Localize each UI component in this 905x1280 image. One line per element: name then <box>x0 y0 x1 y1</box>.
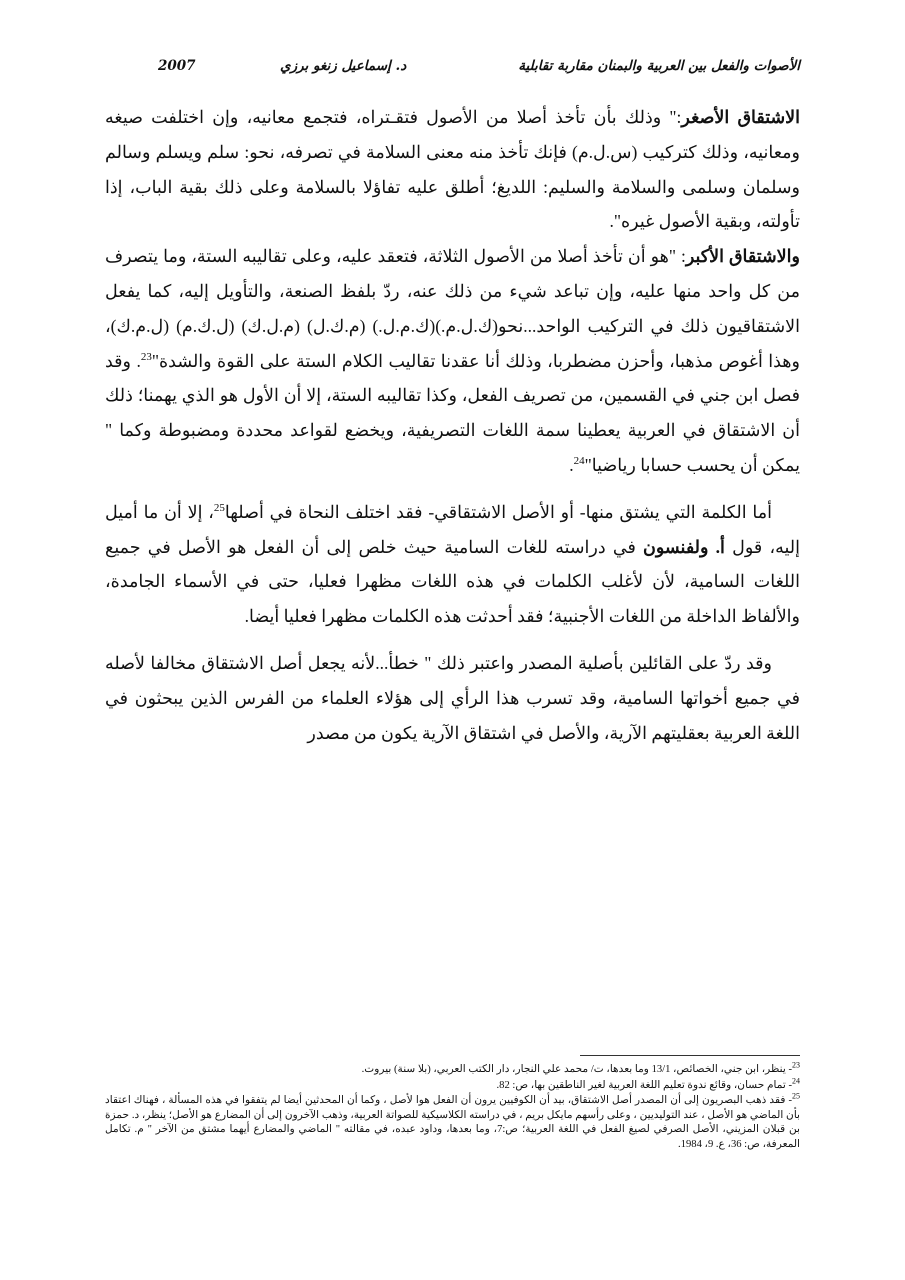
paragraph-text: . وقد فصل ابن جني في القسمين، من تصريف الفعل، وكذا تقاليبه الستة، إلا أن الأول هو الذي يهمنا؛ ذلك أن الاشتقاق في العربية يعطينا سمة اللغات التصريفية، ويخضع لقواعد محددة ومضبوطة وكما " يمكن أن يحسب حسابا رياضيا" <box>105 350 800 475</box>
paragraph-lesser-derivation <box>105 100 800 239</box>
author-name-wolfensohn: أ. ولفنسون <box>643 536 725 557</box>
footnote-number: 23 <box>792 1060 800 1070</box>
footnote-ref-24[interactable]: 24 <box>573 455 585 468</box>
footnote-text: - تمام حسان، وقائع ندوة تعليم اللغة العربية لغير الناطقين بها، ص: 82. <box>496 1079 792 1091</box>
footnote-25 <box>105 1091 800 1152</box>
header-author: د. إسماعيل زنغو برزي <box>280 58 407 74</box>
paragraph-text: وقد ردّ على القائلين بأصلية المصدر واعتبر ذلك " خطأ...لأنه يجعل أصل الاشتقاق مخالفا لأصله في جميع أخواتها السامية، وقد تسرب هذا الرأي إلى هؤلاء العلماء من الفرس الذين يبحثون في اللغة العربية بعقليتهم الآرية، والأصل في اشتقاق الآرية يكون من مصدر <box>105 652 800 743</box>
footnote-text: - ينظر، ابن جني، الخصائص، 13/1 وما بعدها، ت/ محمد علي النجار، دار الكتب العربي، (بلا سنة) بيروت. <box>361 1064 792 1075</box>
paragraph-text: : "هو أن تأخذ أصلا من الأصول الثلاثة، فتعقد عليه، وعلى تقاليبه الستة، وما يتصرف من كل واحد منها عليه، وإن تباعد شيء من ذلك عنه، ردّ بلفظ الصنعة، والتأويل إليه، كما يفعل الاشتقاقيون ذلك في التركيب الواحد...نحو(ك.ل.م.)(ك.م.ل.) (م.ك.ل) (م.ل.ك) (ل.ك.م) (ل.م.ك)، وهذا أغوص مذهبا، وأحزن مضطربا، وذلك أنا عقدنا تقاليب الكلام الستة على القوة والشدة" <box>105 246 800 371</box>
term-greater-derivation: والاشتقاق الأكبر <box>685 246 800 267</box>
paragraph-text: . <box>569 454 574 475</box>
footnote-number: 24 <box>792 1075 800 1085</box>
paragraph-text: ، إلا أن ما أميل إليه، قول <box>105 501 800 557</box>
header-title: الأصوات والفعل بين العربية والبمنان مقاربة تقابلية <box>518 58 800 74</box>
paragraph-text: :" وذلك بأن تأخذ أصلا من الأصول فتقـتراه، فتجمع معانيه، وإن اختلفت صيغه ومعانيه، وذلك كتركيب (س.ل.م) فإنك تأخذ منه معنى السلامة في تصرفه، نحو: سلم ويسلم وسالم وسلمان وسلمى والسلامة والسليم: اللديغ؛ أطلق عليه تفاؤلا بالسلامة وعلى ذلك بقية الباب، إذا تأولته، وبقية الأصول غيره". <box>105 107 800 232</box>
paragraph-greater-derivation <box>105 239 800 483</box>
footnote-divider <box>580 1055 800 1056</box>
term-lesser-derivation: الاشتقاق الأصغر <box>681 107 800 127</box>
paragraph-root-word <box>105 495 800 634</box>
footnote-number: 25 <box>792 1091 800 1101</box>
footnote-text: - فقد ذهب البصريون إلى أن المصدر أصل الاشتقاق، بيد أن الكوفيين يرون أن الفعل هوا لأصل ، وكما أن المحدثين أيضا لم يتفقوا في هذه المسألة ، فهناك اعتقاد بأن الماضي هو الأصل ، عند التوليديين ، وعلى رأسهم مايكل بريم ، في دراسته الكلاسيكية للصواتة العربية، وذهب الآخرون إلى أن المضارع هو الأصل؛ ينظر، د. حمزة بن قبلان المزيني، الأصل الصرفي لصيغ الفعل في اللغة العربية؛ ص:7، وما بعدها، وداود عبده، في مقالته " الماضي والمضارع أيهما مشتق من الآخر " م. تكامل المعرفة، ص: 36، ع. 9، 1984. <box>105 1095 800 1150</box>
paragraph-text: في دراسته للغات السامية حيث خلص إلى أن الفعل هو الأصل في جميع اللغات السامية، لأن لأغلب الكلمات في هذه اللغات مظهرا فعليا، حتى في الأسماء الجامدة، والألفاظ الداخلة من اللغات الأجنبية؛ فقد أحدثت هذه الكلمات مظهرا فعليا أيضا. <box>105 536 800 627</box>
paragraph-rebuttal <box>105 646 800 750</box>
footnote-23 <box>105 1060 800 1078</box>
footnote-ref-25[interactable]: 25 <box>213 501 225 514</box>
footnotes <box>105 1060 800 1153</box>
paragraph-text: أما الكلمة التي يشتق منها- أو الأصل الاشتقاقي- فقد اختلف النحاة في أصلها <box>224 501 772 522</box>
header-year: 2007 <box>158 58 196 74</box>
footnote-24 <box>105 1075 800 1094</box>
running-header <box>150 58 800 80</box>
footnote-ref-23[interactable]: 23 <box>140 350 152 363</box>
main-text <box>105 100 800 762</box>
